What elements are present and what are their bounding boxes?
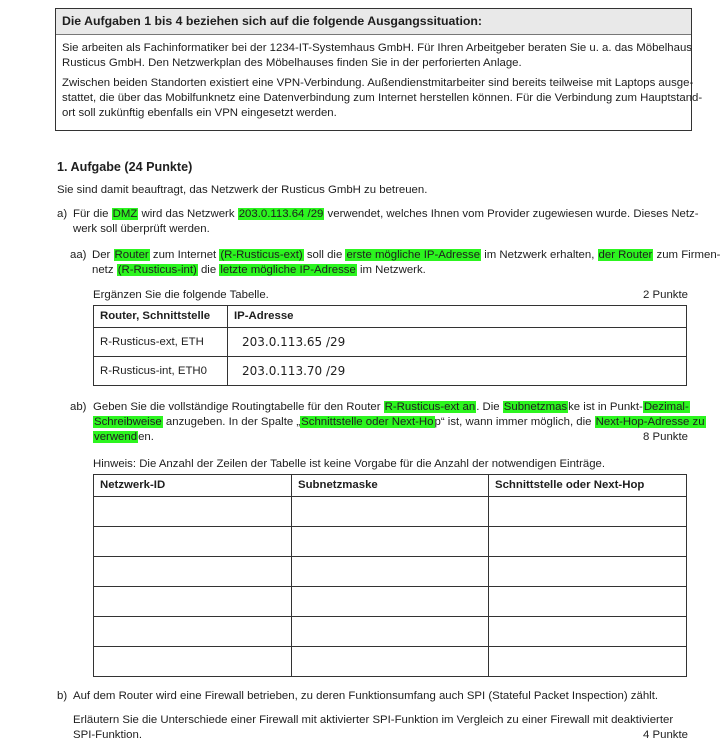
table-row <box>94 587 687 617</box>
routing-answer-cell[interactable] <box>94 527 292 557</box>
task-intro: Sie sind damit beauftragt, das Netzwerk der Rusticus GmbH zu betreuen. <box>57 184 428 196</box>
situation-line-3: Zwischen beiden Standorten existiert eine VPN-Verbindung. Außendienstmitarbeiter sind bereits teilweise mit Laptops ausge- <box>62 77 694 89</box>
routing-answer-cell[interactable] <box>489 557 687 587</box>
highlight: Subnetzmas <box>503 401 568 413</box>
highlight: (R-Rusticus-ext) <box>220 249 303 261</box>
highlight: der Router <box>598 249 653 261</box>
routing-answer-cell[interactable] <box>292 617 489 647</box>
table-row <box>94 527 687 557</box>
aa-points: 2 Punkte <box>643 289 688 301</box>
table-row <box>94 328 687 357</box>
routing-answer-cell[interactable] <box>489 497 687 527</box>
table-row <box>94 617 687 647</box>
situation-line-1: Sie arbeiten als Fachinformatiker bei der 1234-IT-Systemhaus GmbH. Für Ihren Arbeitgeber beraten Sie u. a. das Möbelhaus <box>62 42 692 54</box>
ip-table-cell: R-Rusticus-int, ETH0 <box>94 357 228 386</box>
routing-answer-cell[interactable] <box>292 527 489 557</box>
b-points: 4 Punkte <box>643 729 688 741</box>
routing-answer-cell[interactable] <box>94 497 292 527</box>
situation-heading: Die Aufgaben 1 bis 4 beziehen sich auf die folgende Ausgangssituation: <box>56 9 691 35</box>
subtask-aa-line-2: netz (R-Rusticus-int) die letzte mögliche IP-Adresse im Netzwerk. <box>92 264 426 276</box>
highlight: 203.0.113.64 /29 <box>238 208 324 220</box>
subtask-ab-line-3: verwenden. <box>94 431 154 443</box>
subtask-ab-line-1: Geben Sie die vollständige Routingtabelle für den Router R-Rusticus-ext an. Die Subnetzmaske ist in Punkt-Dezimal- <box>93 401 689 413</box>
highlight: Router <box>114 249 149 261</box>
routing-table-header: Netzwerk-ID <box>94 475 292 497</box>
routing-answer-cell[interactable] <box>489 527 687 557</box>
subtask-aa-line-1: Der Router zum Internet (R-Rusticus-ext) soll die erste mögliche IP-Adresse im Netzwerk erhalten, der Router zum Firmen- <box>92 249 720 261</box>
situation-line-5: ort soll zukünftig ebenfalls ein VPN eingesetzt werden. <box>62 107 337 119</box>
task-title: 1. Aufgabe (24 Punkte) <box>57 160 193 174</box>
highlight: verwend <box>94 431 138 443</box>
ab-points: 8 Punkte <box>643 431 688 443</box>
subtask-ab-line-2: Schreibweise anzugeben. In der Spalte „Schnittstelle oder Next-Hop“ ist, wann immer möglich, die Next-Hop-Adresse zu <box>94 416 705 428</box>
routing-answer-cell[interactable] <box>94 587 292 617</box>
routing-answer-cell[interactable] <box>489 617 687 647</box>
ab-hint: Hinweis: Die Anzahl der Zeilen der Tabelle ist keine Vorgabe für die Anzahl der notwendigen Einträge. <box>93 458 606 470</box>
situation-line-4: stattet, die über das Mobilfunknetz eine Datenverbindung zum Internet herstellen können. Für die Verbindung zum Hauptstand- <box>62 92 703 104</box>
ip-answer-field[interactable]: 203.0.113.70 /29 <box>228 357 687 386</box>
routing-table-header: Subnetzmaske <box>292 475 489 497</box>
table-row <box>94 557 687 587</box>
highlight: erste mögliche IP-Adresse <box>346 249 481 261</box>
aa-instruction: Ergänzen Sie die folgende Tabelle. <box>93 289 269 301</box>
subtask-b-line-1: Auf dem Router wird eine Firewall betrieben, zu deren Funktionsumfang auch SPI (Stateful Packet Inspection) zählt. <box>73 690 659 702</box>
highlight: Dezimal- <box>643 401 689 413</box>
subtask-a-line-1: Für die DMZ wird das Netzwerk 203.0.113.64 /29 verwendet, welches Ihnen vom Provider zugewiesen wurde. Dieses Netz- <box>73 208 699 220</box>
highlight: R-Rusticus-ext an <box>384 401 476 413</box>
highlight: letzte mögliche IP-Adresse <box>220 264 356 276</box>
ip-table-header: IP-Adresse <box>228 306 687 328</box>
subtask-b-line-2: Erläutern Sie die Unterschiede einer Firewall mit aktivierter SPI-Funktion im Vergleich zu einer Firewall mit deaktivierter <box>73 714 674 726</box>
routing-answer-cell[interactable] <box>94 617 292 647</box>
subtask-a-marker: a) <box>57 208 68 220</box>
routing-answer-cell[interactable] <box>94 647 292 677</box>
subtask-a-line-2: werk soll überprüft werden. <box>73 223 210 235</box>
situation-box <box>55 8 703 131</box>
subtask-b-marker: b) <box>57 690 68 702</box>
routing-answer-cell[interactable] <box>292 557 489 587</box>
highlight: Schreibweise <box>94 416 162 428</box>
situation-line-2: Rusticus GmbH. Den Netzwerkplan des Möbelhauses finden Sie in der perforierten Anlage. <box>62 57 522 69</box>
subtask-ab-marker: ab) <box>70 401 87 413</box>
highlight: (R-Rusticus-int) <box>117 264 197 276</box>
routing-answer-cell[interactable] <box>489 587 687 617</box>
subtask-aa-marker: aa) <box>70 249 87 261</box>
ip-table-header: Router, Schnittstelle <box>94 306 228 328</box>
routing-answer-cell[interactable] <box>489 647 687 677</box>
routing-table <box>93 474 687 677</box>
table-row <box>94 357 687 386</box>
ip-answer-field[interactable]: 203.0.113.65 /29 <box>228 328 687 357</box>
highlight: Schnittstelle oder Next-Ho <box>301 416 434 428</box>
ip-table-cell: R-Rusticus-ext, ETH <box>94 328 228 357</box>
table-row <box>94 497 687 527</box>
routing-answer-cell[interactable] <box>292 497 489 527</box>
subtask-b-line-3: SPI-Funktion. <box>73 729 143 741</box>
routing-answer-cell[interactable] <box>292 647 489 677</box>
table-row <box>94 647 687 677</box>
highlight: Next-Hop-Adresse zu <box>595 416 705 428</box>
routing-answer-cell[interactable] <box>94 557 292 587</box>
routing-answer-cell[interactable] <box>292 587 489 617</box>
ip-table <box>93 305 687 386</box>
routing-table-header: Schnittstelle oder Next-Hop <box>489 475 687 497</box>
highlight: DMZ <box>112 208 138 220</box>
